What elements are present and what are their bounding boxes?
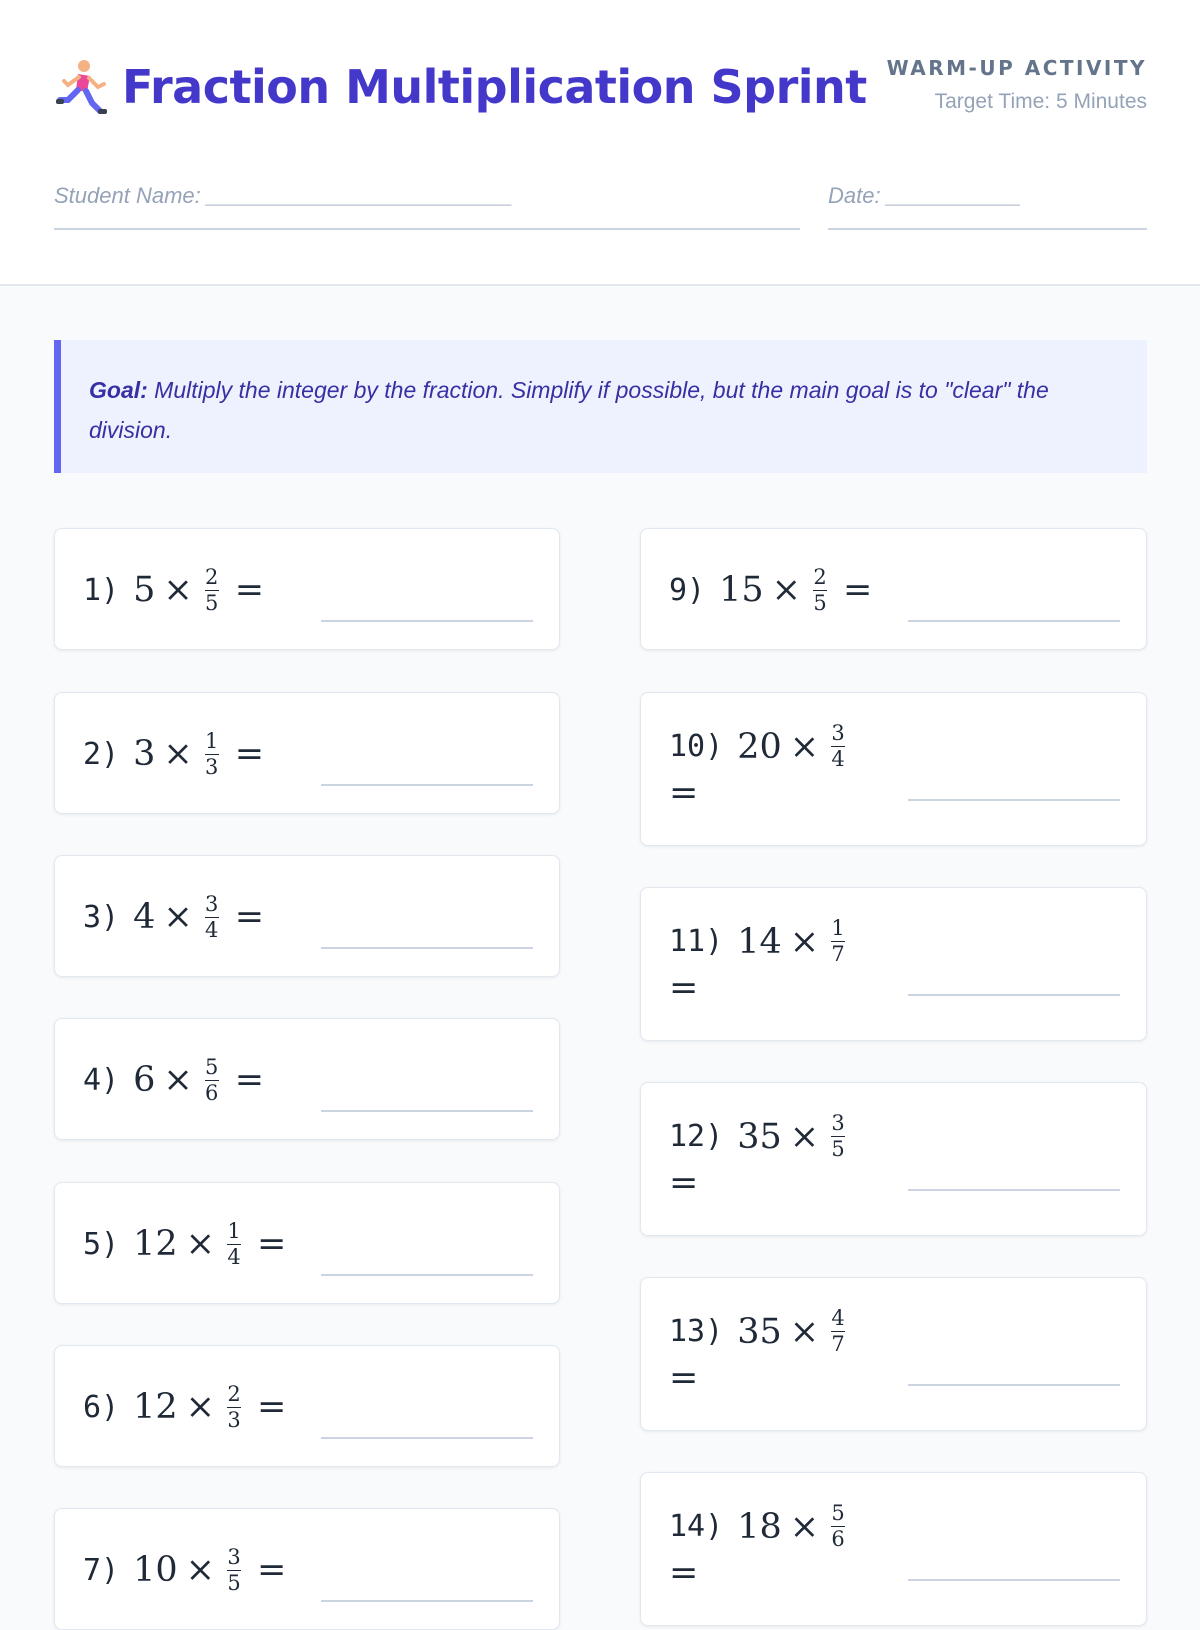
problem-number: 13) <box>669 1314 724 1349</box>
page-title: Fraction Multiplication Sprint <box>122 60 867 114</box>
problem-number: 11) <box>669 924 724 959</box>
fraction <box>831 723 845 770</box>
fraction <box>205 728 219 779</box>
equals-symbol: = <box>669 1553 699 1593</box>
times-symbol: × <box>185 1550 215 1590</box>
problem-expression <box>83 1346 286 1467</box>
problem-number: 1) <box>83 572 120 608</box>
integer: 10 <box>133 1550 178 1590</box>
numerator: 3 <box>205 891 219 916</box>
problem-expression <box>83 1183 286 1304</box>
worksheet-header <box>0 0 1200 286</box>
times-symbol: × <box>185 1387 215 1427</box>
denominator: 5 <box>227 1570 241 1595</box>
problem-card <box>54 692 560 814</box>
problem-card <box>54 1182 560 1304</box>
problem-number: 10) <box>669 729 724 764</box>
problem-card <box>640 692 1147 846</box>
answer-blank[interactable] <box>908 1189 1120 1191</box>
denominator: 6 <box>205 1080 219 1105</box>
answer-blank[interactable] <box>321 1437 533 1439</box>
fraction <box>831 1503 845 1550</box>
equals-symbol: = <box>669 1358 699 1398</box>
date-label: Date: ___________ <box>828 183 1022 208</box>
problem-number: 3) <box>83 899 120 935</box>
problem-expression <box>83 1019 264 1140</box>
fraction <box>227 1381 241 1432</box>
denominator: 3 <box>227 1407 241 1432</box>
answer-blank[interactable] <box>908 799 1120 801</box>
problem-card <box>54 855 560 977</box>
problem-card <box>640 528 1147 650</box>
fraction <box>831 1308 845 1355</box>
problem-expression <box>669 1308 849 1355</box>
equals-symbol: = <box>669 1163 699 1203</box>
answer-blank[interactable] <box>321 1600 533 1602</box>
target-time: Target Time: 5 Minutes <box>934 90 1147 113</box>
denominator: 4 <box>227 1244 241 1269</box>
problem-expression <box>83 856 264 977</box>
integer: 12 <box>133 1387 178 1427</box>
numerator: 1 <box>205 728 219 753</box>
denominator: 7 <box>831 942 845 966</box>
fraction <box>205 564 219 615</box>
problem-expression <box>669 529 872 650</box>
integer: 3 <box>133 734 156 774</box>
integer: 4 <box>133 897 156 937</box>
denominator: 7 <box>831 1332 845 1356</box>
denominator: 3 <box>205 754 219 779</box>
problem-card <box>54 1508 560 1630</box>
problem-card <box>54 1018 560 1140</box>
fraction <box>831 1113 845 1160</box>
times-symbol: × <box>163 734 193 774</box>
answer-blank[interactable] <box>321 1110 533 1112</box>
problem-expression <box>83 693 264 814</box>
fraction <box>227 1544 241 1595</box>
problem-card <box>54 528 560 650</box>
numerator: 2 <box>227 1381 241 1406</box>
numerator: 5 <box>205 1054 219 1079</box>
fraction <box>227 1218 241 1269</box>
problem-card <box>54 1345 560 1467</box>
runner-icon <box>54 57 110 117</box>
denominator: 4 <box>205 917 219 942</box>
numerator: 1 <box>831 916 845 940</box>
fraction <box>831 918 845 965</box>
problem-number: 6) <box>83 1389 120 1425</box>
problem-expression <box>83 529 264 650</box>
integer: 15 <box>719 570 764 610</box>
integer: 18 <box>737 1506 782 1547</box>
problem-number: 14) <box>669 1509 724 1544</box>
numerator: 3 <box>831 721 845 745</box>
times-symbol: × <box>771 570 801 610</box>
problem-card <box>640 887 1147 1041</box>
problem-expression <box>83 1509 286 1630</box>
times-symbol: × <box>789 1506 820 1547</box>
numerator: 3 <box>831 1111 845 1135</box>
numerator: 2 <box>205 564 219 589</box>
problem-card <box>640 1082 1147 1236</box>
equals-symbol: = <box>234 570 265 610</box>
numerator: 2 <box>813 564 827 589</box>
denominator: 4 <box>831 747 845 771</box>
fraction <box>813 564 827 615</box>
student-name-field[interactable] <box>54 176 800 230</box>
problem-expression <box>669 723 849 770</box>
integer: 20 <box>737 726 782 767</box>
equals-symbol: = <box>669 968 699 1008</box>
numerator: 3 <box>227 1544 241 1569</box>
activity-info <box>887 56 1147 114</box>
denominator: 5 <box>831 1137 845 1161</box>
times-symbol: × <box>163 570 193 610</box>
equals-symbol: = <box>257 1550 287 1590</box>
problem-number: 12) <box>669 1119 724 1154</box>
times-symbol: × <box>789 1116 820 1157</box>
problem-expression <box>669 918 849 965</box>
answer-blank[interactable] <box>321 947 533 949</box>
goal-callout <box>54 340 1147 473</box>
problem-card <box>640 1472 1147 1626</box>
answer-blank[interactable] <box>908 620 1120 622</box>
goal-label: Goal: <box>89 377 148 403</box>
student-name-label: Student Name: _________________________ <box>54 183 513 208</box>
integer: 14 <box>737 921 782 962</box>
problem-number: 9) <box>669 572 706 608</box>
answer-blank[interactable] <box>321 1274 533 1276</box>
equals-symbol: = <box>257 1387 287 1427</box>
times-symbol: × <box>163 1060 193 1100</box>
problem-number: 2) <box>83 736 120 772</box>
times-symbol: × <box>789 726 820 767</box>
problem-number: 5) <box>83 1226 120 1262</box>
times-symbol: × <box>185 1224 215 1264</box>
equals-symbol: = <box>669 773 699 813</box>
numerator: 1 <box>227 1218 241 1243</box>
goal-text: Multiply the integer by the fraction. Simplify if possible, but the main goal is to "clear" the division. <box>89 377 1049 443</box>
integer: 6 <box>133 1060 156 1100</box>
integer: 35 <box>737 1116 782 1157</box>
equals-symbol: = <box>843 570 873 610</box>
answer-blank[interactable] <box>908 1579 1120 1581</box>
integer: 35 <box>737 1311 782 1352</box>
problem-number: 7) <box>83 1552 120 1588</box>
problem-number: 4) <box>83 1062 120 1098</box>
fraction <box>205 1054 219 1105</box>
activity-label: WARM-UP ACTIVITY <box>886 56 1147 80</box>
answer-blank[interactable] <box>908 1384 1120 1386</box>
integer: 5 <box>133 570 156 610</box>
denominator: 5 <box>813 590 827 615</box>
equals-symbol: = <box>234 897 265 937</box>
problem-card <box>640 1277 1147 1431</box>
answer-blank[interactable] <box>321 620 533 622</box>
fraction <box>205 891 219 942</box>
integer: 12 <box>133 1224 178 1264</box>
date-field[interactable] <box>828 176 1147 230</box>
numerator: 4 <box>831 1306 845 1330</box>
title-row <box>54 52 867 122</box>
equals-symbol: = <box>234 734 265 774</box>
answer-blank[interactable] <box>321 784 533 786</box>
equals-symbol: = <box>257 1224 287 1264</box>
numerator: 5 <box>831 1501 845 1525</box>
problem-expression <box>669 1113 849 1160</box>
equals-symbol: = <box>234 1060 265 1100</box>
times-symbol: × <box>163 897 193 937</box>
times-symbol: × <box>789 1311 820 1352</box>
answer-blank[interactable] <box>908 994 1120 996</box>
times-symbol: × <box>789 921 820 962</box>
denominator: 5 <box>205 590 219 615</box>
denominator: 6 <box>831 1527 845 1551</box>
problem-expression <box>669 1503 849 1550</box>
